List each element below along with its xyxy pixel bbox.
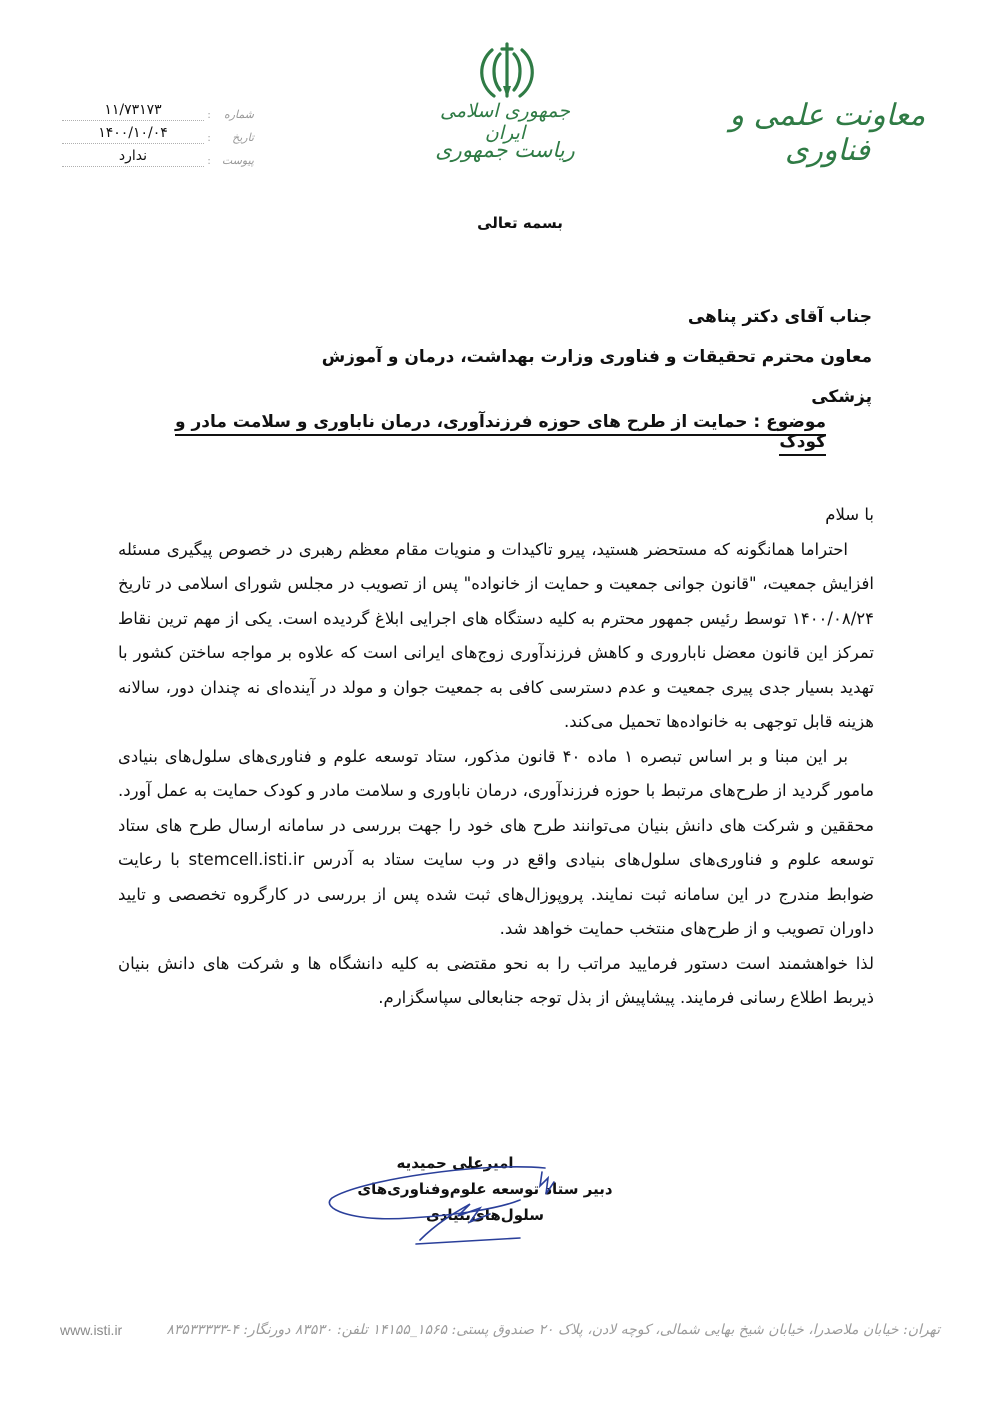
meta-date-value: ۱۴۰۰/۱۰/۰۴ (62, 124, 204, 144)
signer-title: دبیر ستاد توسعه علوم‌وفناوری‌های سلول‌های‌بنیادی (357, 1180, 613, 1224)
handwritten-signature-icon (320, 1160, 560, 1250)
body-paragraph: لذا خواهشمند است دستور فرمایید مراتب را به نحو مقتضی به کلیه دانشگاه ها و شرکت های دانش بنیان ذیربط اطلاع رسانی فرمایند. پیشاپیش از بذل توجه جنابعالی سپاسگزارم. (118, 953, 874, 1007)
meta-attachment-label: پیوست (221, 154, 254, 167)
subject-line (150, 412, 826, 452)
subject-text: موضوع : حمایت از طرح های حوزه فرزندآوری، درمان ناباوری و سلامت مادر و کودک (175, 412, 826, 456)
bismillah-heading: بسمه تعالی (477, 214, 563, 232)
body-paragraph: احتراما همانگونه که مستحضر هستید، پیرو تاکیدات و منویات مقام معظم رهبری در خصوص پیگیری مسئله افزایش جمعیت، "قانون جوانی جمعیت و حمایت از خانواده" پس از تصویب در مجلس شورای اسلامی در تاریخ ۱۴۰۰/۰۸/۲۴ توسط رئیس جمهور محترم به کلیه دستگاه های اجرایی ابلاغ گردیده است. یکی از مهم ترین نقاط تمرکز این قانون معضل ناباروری و کاهش فرزندآوری زوج‌های ایرانی است که علاوه بر مواجه ساختن کشور با تهدید بسیار جدی پیری جمعیت و عدم دسترسی کافی به جمعیت جوان و مولد در آینده‌ای نه چندان دور، سالانه هزینه قابل توجهی به خانواده‌ها تحمیل می‌کند. (118, 539, 874, 731)
meta-colon: : (207, 133, 211, 144)
meta-number-row (62, 98, 254, 121)
body-paragraph: بر این مبنا و بر اساس تبصره ۱ ماده ۴۰ قانون مذکور، ستاد توسعه علوم و فناوری‌های سلول‌های بنیادی مامور گردید از طرح‌های مرتبط با حوزه فرزندآوری، درمان ناباوری و سلامت مادر و کودک حمایت به عمل آورد. محققین و شرکت های دانش بنیان می‌توانند طرح های خود را جهت بررسی در سامانه ارسال طرح های ستاد توسعه علوم و فناوری‌های سلول‌های بنیادی واقع در وب سایت ستاد به آدرس stemcell.isti.ir با رعایت ضوابط مندرج در این سامانه ثبت نمایند. پروپوزال‌های ثبت شده پس از بررسی در کارگروه تخصصی و تایید داوران تصویب و از طرح‌های منتخب حمایت خواهد شد. (118, 746, 874, 938)
meta-colon: : (207, 110, 211, 121)
org-title-logo: معاونت علمی و فناوری (729, 98, 926, 168)
footer-address: تهران: خیابان ملاصدرا، خیابان شیخ بهایی شمالی، کوچه لادن، پلاک ۲۰ صندوق پستی: ۱۵۶۵_۱۴۱۵۵ تلفن: ۸۳۵۳۰ دورنگار: ۴-۸۳۵۳۳۳۳۳ (166, 1322, 940, 1338)
letter-meta (62, 98, 254, 167)
meta-date-label: تاریخ (232, 131, 254, 144)
meta-colon: : (207, 156, 211, 167)
meta-attachment-row (62, 144, 254, 167)
greeting: با سلام (825, 505, 874, 524)
footer-website-link[interactable]: www.isti.ir (60, 1322, 123, 1338)
emblem-caption-iran: جمهوری اسلامی ایران (440, 100, 570, 144)
emblem-caption-presidency: ریاست جمهوری (435, 138, 575, 162)
recipient-name: جناب آقای دکتر پناهی (687, 307, 872, 327)
letterhead-footer (60, 1322, 940, 1338)
recipient-block (272, 297, 872, 417)
meta-attachment-value: ندارد (62, 147, 204, 167)
recipient-position: معاون محترم تحقیقات و فناوری وزارت بهداشت، درمان و آموزش پزشکی (321, 347, 872, 407)
meta-number-value: ۱۱/۷۳۱۷۳ (62, 101, 204, 121)
signer-name: امیرعلی حمیدیه (396, 1154, 514, 1172)
meta-number-label: شماره (223, 108, 254, 121)
letter-body (118, 498, 874, 1016)
iran-emblem-icon (462, 40, 552, 102)
meta-date-row (62, 121, 254, 144)
